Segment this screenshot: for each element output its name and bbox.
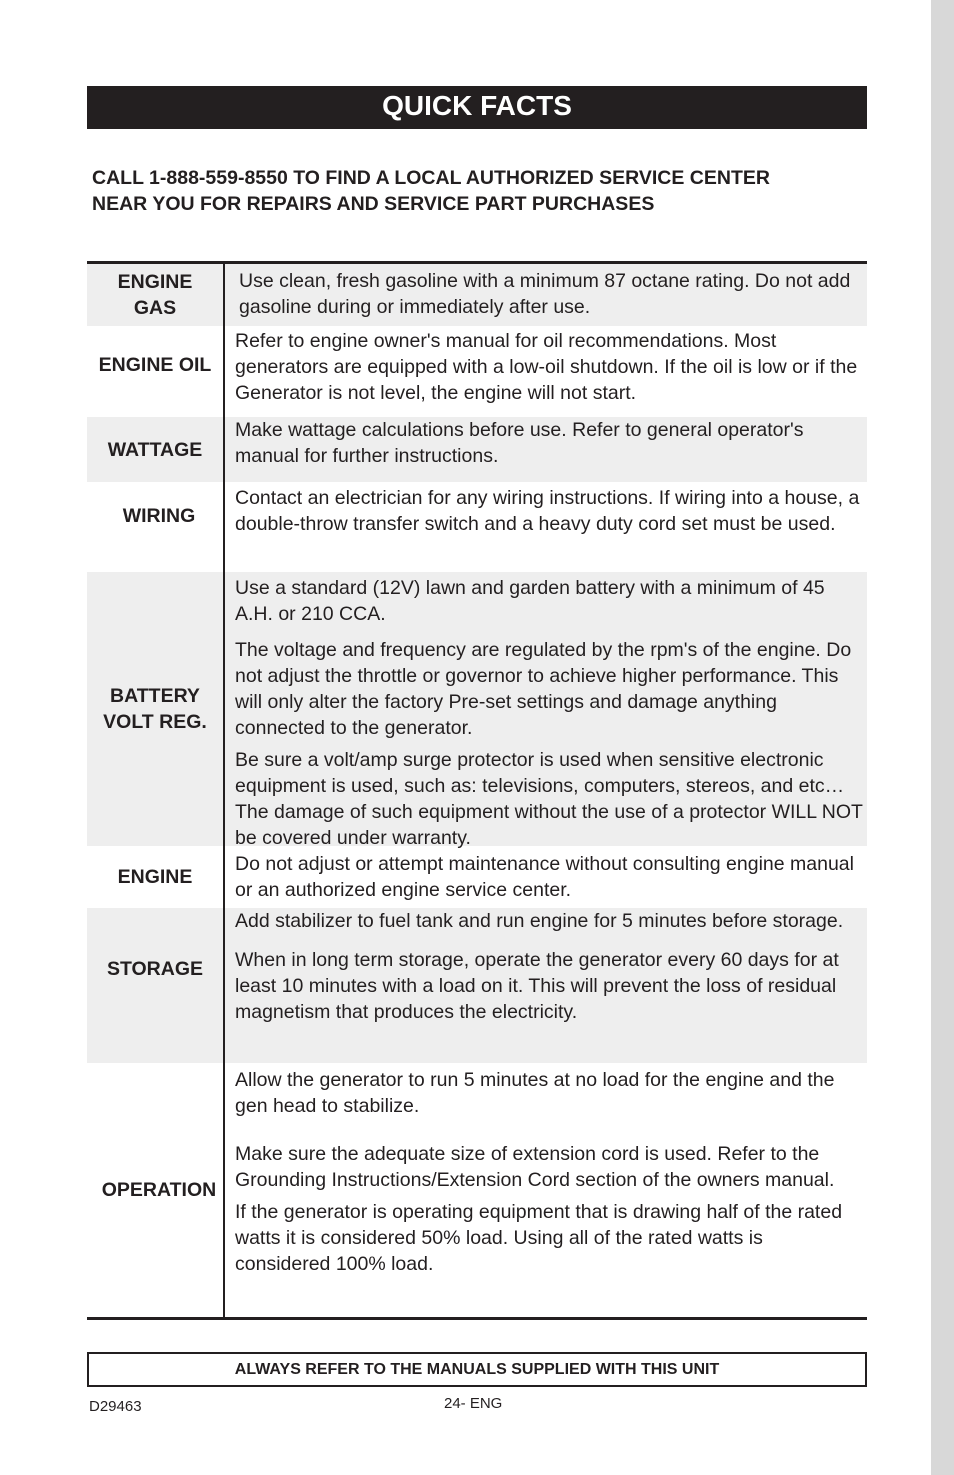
fact-description-operation [225,1063,867,1317]
fact-row-wattage [87,417,867,482]
table-bottom-rule [87,1317,867,1320]
fact-label-engine: ENGINE [87,846,225,908]
service-center-notice-line-1: CALL 1-888-559-8550 TO FIND A LOCAL AUTHORIZED SERVICE CENTER [92,167,770,189]
fact-description-engine-oil [225,326,867,417]
fact-paragraph: If the generator is operating equipment that is drawing half of the rated watts it is considered 50% load. Using all of the rated watts is considered 100% load. [235,1201,843,1275]
fact-description-wattage [225,417,867,482]
fact-paragraph: Contact an electrician for any wiring instructions. If wiring into a house, a double-throw transfer switch and a heavy duty cord set must be used. [235,487,860,535]
fact-label-wattage: WATTAGE [87,417,225,482]
fact-row-wiring [87,482,867,572]
fact-label-engine-gas: ENGINE GAS [87,264,225,326]
fact-row-battery-volt-reg [87,572,867,849]
fact-paragraph: Add stabilizer to fuel tank and run engine for 5 minutes before storage. [235,910,844,932]
fact-paragraph: Refer to engine owner's manual for oil recommendations. Most generators are equipped with a low-oil shutdown. If the oil is low or if the Generator is not level, the engine will not start. [235,330,858,404]
fact-description-battery-volt-reg [225,572,867,849]
manual-reference-notice: ALWAYS REFER TO THE MANUALS SUPPLIED WITH THIS UNIT [87,1352,867,1387]
fact-label-engine-oil: ENGINE OIL [87,326,225,417]
fact-paragraph: When in long term storage, operate the generator every 60 days for at least 10 minutes with a load on it. This will prevent the loss of residual magnetism that produces the electricity. [235,949,839,1023]
fact-paragraph: Do not adjust or attempt maintenance without consulting engine manual or an authorized engine service center. [235,853,854,901]
quick-facts-table [87,261,867,1320]
fact-row-engine-gas [87,264,867,326]
fact-label-storage: STORAGE [87,908,225,1063]
fact-row-engine [87,846,867,908]
fact-row-storage [87,908,867,1063]
fact-description-engine [225,846,867,908]
fact-label-battery-volt-reg: BATTERY VOLT REG. [87,572,225,846]
fact-row-engine-oil [87,326,867,417]
fact-paragraph: Use clean, fresh gasoline with a minimum 87 octane rating. Do not add gasoline during or immediately after use. [239,270,851,318]
fact-paragraph: The voltage and frequency are regulated by the rpm's of the engine. Do not adjust the throttle or governor to achieve higher performance. This will only alter the factory Pre-set settings and damage anything connected to the generator. [235,639,852,739]
fact-description-storage [225,908,867,1063]
service-center-notice [92,165,882,217]
fact-label-operation: OPERATION [87,1063,225,1317]
page-number: 24- ENG [444,1395,503,1412]
fact-description-wiring [225,482,867,572]
document-number: D29463 [89,1398,142,1415]
service-center-notice-line-2: NEAR YOU FOR REPAIRS AND SERVICE PART PURCHASES [92,193,655,215]
fact-paragraph: Make sure the adequate size of extension cord is used. Refer to the Grounding Instructions/Extension Cord section of the owners manual. [235,1143,835,1191]
fact-paragraph: Make wattage calculations before use. Refer to general operator's manual for further instructions. [235,419,804,467]
fact-paragraph: Be sure a volt/amp surge protector is used when sensitive electronic equipment is used, such as: televisions, computers, stereos, and etc… The damage of such equipment without the use of a protector WILL NOT be covered under warranty. [235,749,863,849]
fact-label-wiring: WIRING [87,482,225,572]
fact-paragraph: Allow the generator to run 5 minutes at no load for the engine and the gen head to stabilize. [235,1069,835,1117]
page-title: QUICK FACTS [87,86,867,129]
fact-row-operation [87,1063,867,1317]
fact-description-engine-gas [225,264,867,326]
fact-paragraph: Use a standard (12V) lawn and garden battery with a minimum of 45 A.H. or 210 CCA. [235,577,825,625]
page-edge-strip [931,0,954,1475]
